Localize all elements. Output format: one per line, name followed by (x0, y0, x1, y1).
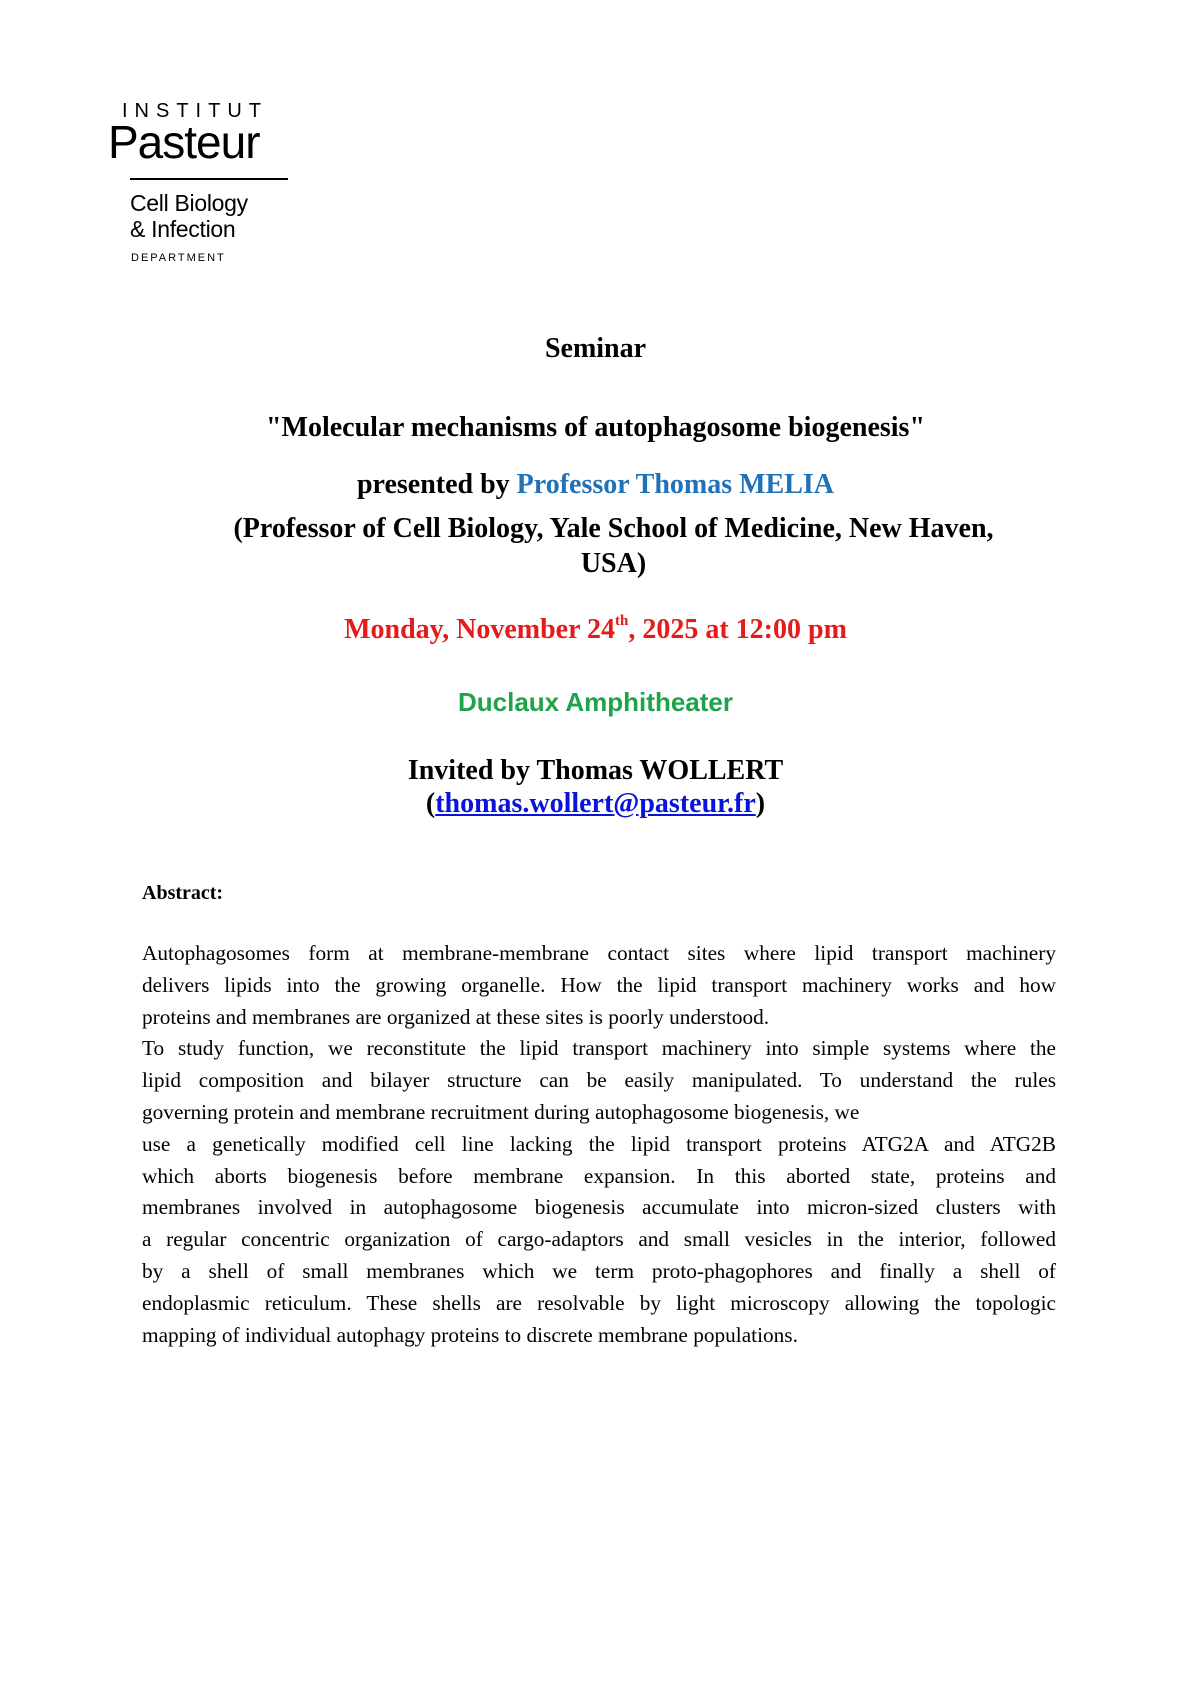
abstract-line: mapping of individual autophagy proteins to discrete membrane populations. (142, 1322, 798, 1347)
abstract-line: which aborts biogenesis before membrane expansion. In this aborted state, proteins and (142, 1163, 1056, 1188)
logo-institut-text: INSTITUT (122, 100, 268, 122)
logo-divider (130, 178, 288, 180)
contact-paren-close: ) (755, 788, 766, 819)
host-block (0, 754, 1191, 820)
department-label: DEPARTMENT (131, 251, 226, 264)
date-ordinal: th (615, 613, 629, 629)
contact-paren-open: ( (425, 788, 436, 819)
speaker-affiliation (0, 511, 1191, 581)
speaker-name: Professor Thomas MELIA (516, 469, 835, 500)
department-name-line1: Cell Biology (130, 189, 248, 216)
abstract-line: governing protein and membrane recruitment during autophagosome biogenesis, we (142, 1099, 860, 1124)
abstract-line: use a genetically modified cell line lacking the lipid transport proteins ATG2A and ATG2B (142, 1131, 1056, 1156)
presenter-line (0, 469, 1191, 501)
abstract-line: membranes involved in autophagosome biogenesis accumulate into micron-sized clusters with (142, 1195, 1056, 1220)
abstract-line: To study function, we reconstitute the lipid transport machinery into simple systems where the (142, 1036, 1056, 1061)
event-date-time (0, 614, 1191, 646)
seminar-heading: Seminar (544, 333, 647, 364)
abstract-line: by a shell of small membranes which we term proto-phagophores and finally a shell of (142, 1258, 1056, 1283)
affiliation-line-2: USA) (580, 548, 647, 579)
logo-pasteur-wordmark: Pasteur (108, 116, 260, 168)
abstract-line: a regular concentric organization of cargo-adaptors and small vesicles in the interior, followed (142, 1227, 1056, 1252)
abstract-body (142, 938, 1056, 1351)
date-suffix: , 2025 at 12:00 pm (628, 614, 847, 645)
affiliation-line-1: (Professor of Cell Biology, Yale School of Medicine, New Haven, (233, 513, 994, 544)
department-name-line2: & Infection (130, 215, 236, 242)
institut-pasteur-logo (108, 100, 288, 264)
host-email-link[interactable]: thomas.wollert@pasteur.fr (435, 788, 756, 819)
abstract-line: endoplasmic reticulum. These shells are resolvable by light microscopy allowing the topologic (142, 1290, 1056, 1315)
abstract-heading: Abstract: (142, 882, 224, 904)
invited-by: Invited by Thomas WOLLERT (407, 755, 784, 786)
abstract-line: proteins and membranes are organized at these sites is poorly understood. (142, 1004, 770, 1029)
presented-by-label: presented by (356, 469, 510, 500)
date-prefix: Monday, November 24 (344, 614, 616, 645)
host-contact (0, 787, 1191, 820)
abstract-line: Autophagosomes form at membrane-membrane contact sites where lipid transport machinery (142, 941, 1056, 965)
event-venue: Duclaux Amphitheater (458, 687, 733, 717)
talk-title: "Molecular mechanisms of autophagosome biogenesis" (265, 412, 925, 443)
abstract-line: lipid composition and bilayer structure can be easily manipulated. To understand the rules (142, 1068, 1056, 1093)
abstract-line: delivers lipids into the growing organelle. How the lipid transport machinery works and how (142, 972, 1056, 997)
